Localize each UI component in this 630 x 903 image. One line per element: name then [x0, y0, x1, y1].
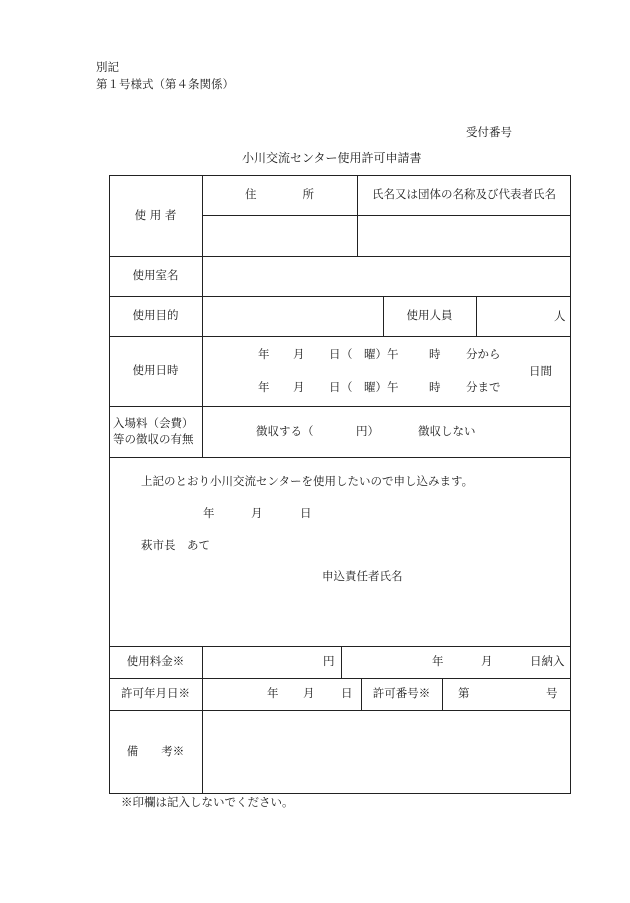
divider — [341, 646, 342, 678]
remarks-label: 備 考※ — [126, 744, 185, 759]
people-unit: 人 — [554, 309, 566, 323]
divider — [109, 406, 571, 407]
end-minute: 分まで — [466, 380, 501, 394]
divider — [476, 296, 477, 336]
form-number: 第１号様式（第４条関係） — [96, 77, 234, 91]
address-field[interactable] — [202, 215, 357, 256]
usage-fee-label: 使用料金※ — [126, 654, 185, 669]
permit-number-prefix: 第 — [458, 686, 470, 700]
purpose-field[interactable] — [202, 296, 383, 336]
receipt-number-label: 受付番号 — [466, 125, 512, 139]
room-label: 使用室名 — [132, 268, 179, 283]
name-field[interactable] — [357, 215, 571, 256]
footnote: ※印欄は記入しないでください。 — [121, 795, 294, 809]
permit-date-label: 許可年月日※ — [121, 686, 190, 701]
permit-year: 年 — [267, 686, 279, 700]
payment-year: 年 — [432, 654, 444, 668]
fee-collect-option[interactable]: 徴収する（ — [256, 424, 314, 438]
payment-day: 日納入 — [530, 654, 565, 668]
applicant-label: 使 用 者 — [134, 207, 177, 222]
address-label: 住 所 — [245, 187, 314, 202]
start-hour: 時 — [429, 347, 441, 361]
fee-no-collect-option[interactable]: 徴収しない — [418, 424, 476, 438]
permit-day: 日 — [341, 686, 353, 700]
addressee: 萩市長 あて — [141, 538, 210, 552]
room-field[interactable] — [202, 256, 571, 296]
fee-label-line1: 入場料（会費） — [113, 416, 194, 430]
usage-fee-yen: 円 — [323, 654, 335, 668]
declaration-year: 年 — [203, 506, 215, 520]
divider — [109, 457, 571, 458]
permit-month: 月 — [303, 686, 315, 700]
start-day: 日 — [329, 347, 341, 361]
fee-label-line2: 等の徴収の有無 — [113, 432, 194, 446]
days-label: 日間 — [529, 364, 552, 378]
divider — [442, 678, 443, 710]
betsuki-label: 別記 — [96, 60, 119, 74]
page-title: 小川交流センター使用許可申請書 — [242, 151, 422, 165]
datetime-label: 使用日時 — [132, 363, 179, 378]
end-day: 日 — [329, 380, 341, 394]
remarks-field[interactable] — [202, 710, 571, 794]
name-label: 氏名又は団体の名称及び代表者氏名 — [372, 187, 556, 202]
declaration-statement: 上記のとおり小川交流センターを使用したいので申し込みます。 — [141, 474, 474, 488]
permit-number-suffix: 号 — [546, 686, 558, 700]
start-weekday: （ 曜）午 — [341, 347, 399, 361]
people-label: 使用人員 — [406, 308, 453, 323]
end-year: 年 — [258, 380, 270, 394]
start-minute: 分から — [466, 347, 501, 361]
start-month: 月 — [293, 347, 305, 361]
purpose-label: 使用目的 — [132, 308, 179, 323]
end-weekday: （ 曜）午 — [341, 380, 399, 394]
end-month: 月 — [293, 380, 305, 394]
responsible-person-label: 申込責任者氏名 — [322, 569, 403, 583]
end-hour: 時 — [429, 380, 441, 394]
start-year: 年 — [258, 347, 270, 361]
declaration-month: 月 — [251, 506, 263, 520]
payment-month: 月 — [481, 654, 493, 668]
permit-number-label: 許可番号※ — [372, 686, 431, 701]
declaration-day: 日 — [300, 506, 312, 520]
fee-yen: 円） — [356, 424, 379, 438]
